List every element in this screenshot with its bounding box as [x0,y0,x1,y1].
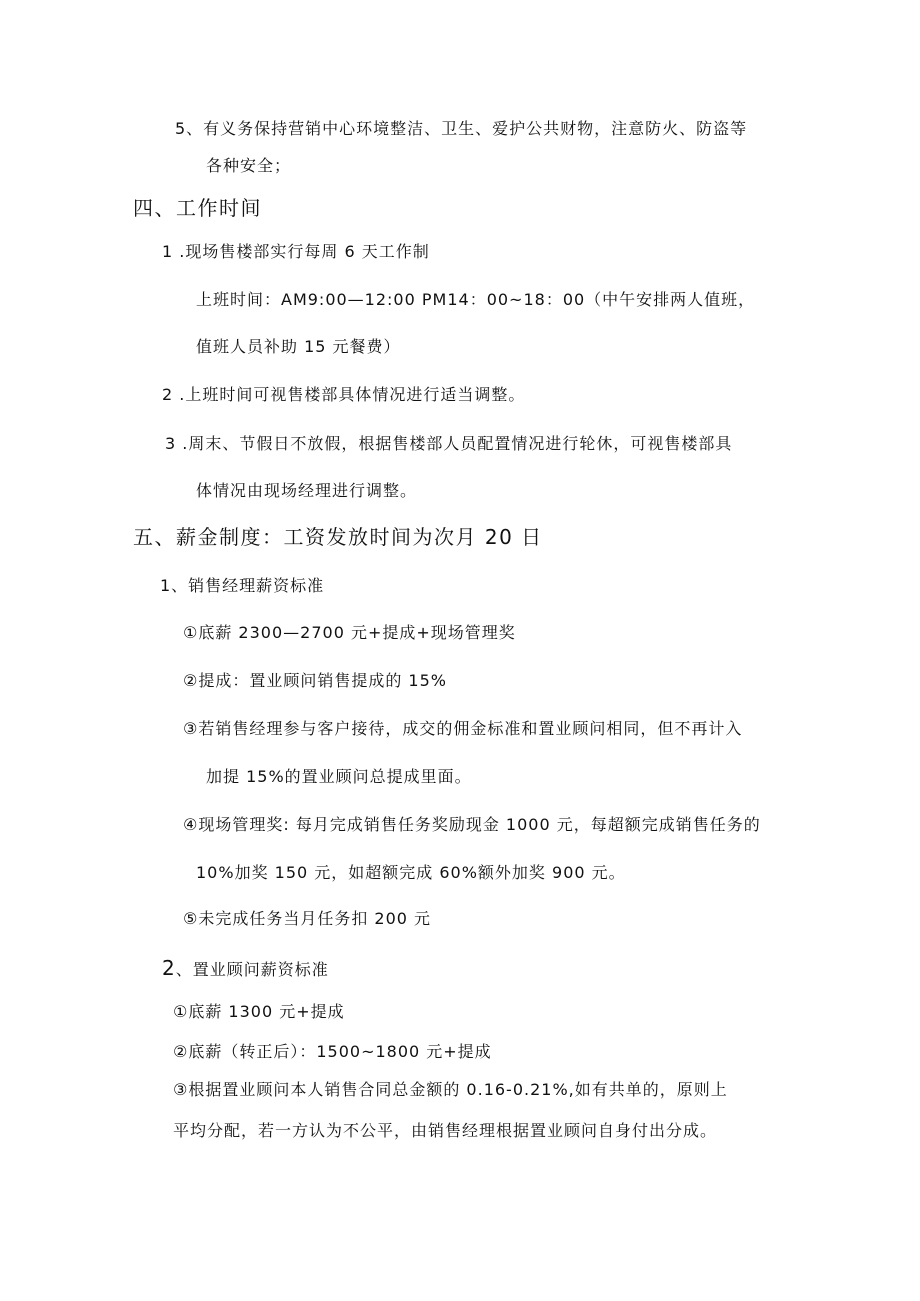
work-time-item-3-line1: 3 .周末、节假日不放假，根据售楼部人员配置情况进行轮休，可视售楼部具 [165,434,733,453]
work-hours-line1: 上班时间：AM9:00—12:00 PM14：00~18：00（中午安排两人值班， [196,290,756,309]
consultant-salary-p3-line2: 平均分配，若一方认为不公平，由销售经理根据置业顾问自身付出分成。 [173,1121,718,1140]
consultant-salary-p1: ①底薪 1300 元+提成 [173,1002,345,1021]
section-4-title: 四、工作时间 [133,196,262,220]
consultant-salary-heading [162,957,329,981]
work-time-item-3-line2: 体情况由现场经理进行调整。 [196,481,418,500]
manager-salary-p4-line1: ④现场管理奖: 每月完成销售任务奖励现金 1000 元，每超额完成销售任务的 [183,815,761,834]
manager-salary-p3-line1: ③若销售经理参与客户接待，成交的佣金标准和置业顾问相同，但不再计入 [183,719,743,738]
manager-salary-p3-line2: 加提 15%的置业顾问总提成里面。 [206,767,472,786]
consultant-heading-number: 2 [162,956,176,980]
manager-salary-p1: ①底薪 2300—2700 元+提成+现场管理奖 [183,623,516,642]
manager-salary-p2: ②提成：置业顾问销售提成的 15% [183,671,447,690]
duty-item-5-line1: 5、有义务保持营销中心环境整洁、卫生、爱护公共财物，注意防火、防盗等 [175,119,748,138]
consultant-salary-p2: ②底薪（转正后）：1500~1800 元+提成 [173,1042,492,1061]
work-time-item-1: 1 .现场售楼部实行每周 6 天工作制 [162,242,430,261]
section-5-title: 五、薪金制度：工资发放时间为次月 20 日 [133,525,543,549]
manager-salary-p4-line2: 10%加奖 150 元，如超额完成 60%额外加奖 900 元。 [196,863,626,882]
manager-salary-p5: ⑤未完成任务当月任务扣 200 元 [183,909,432,928]
consultant-heading-text: 、置业顾问薪资标准 [175,960,329,979]
consultant-salary-p3-line1: ③根据置业顾问本人销售合同总金额的 0.16-0.21%,如有共单的，原则上 [173,1080,728,1099]
work-time-item-2: 2 .上班时间可视售楼部具体情况进行适当调整。 [162,385,526,404]
duty-item-5-line2: 各种安全； [206,156,292,175]
work-hours-line2: 值班人员补助 15 元餐费） [196,337,401,356]
manager-salary-heading: 1、销售经理薪资标准 [160,576,325,595]
